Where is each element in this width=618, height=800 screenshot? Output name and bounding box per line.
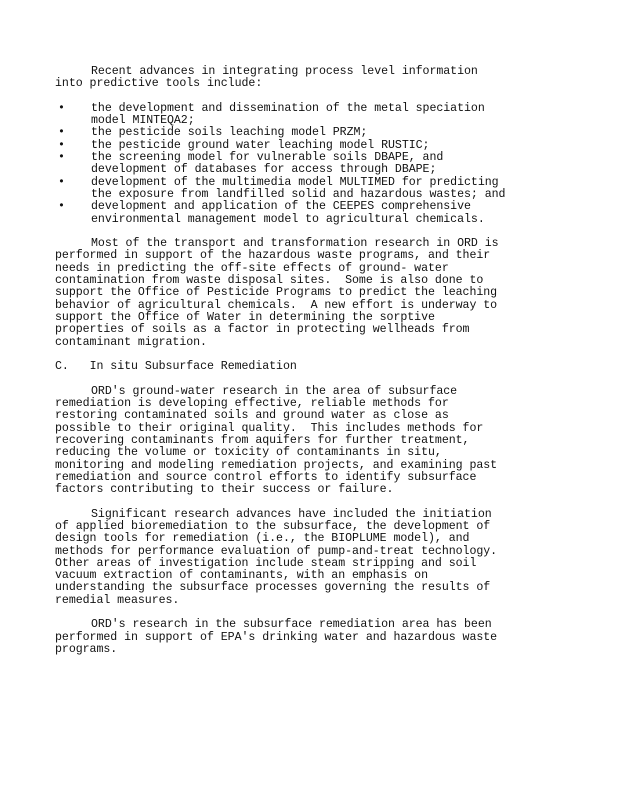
bullet-icon: • [58,126,65,140]
paragraph-transport-research [55,238,555,349]
paragraph-line: properties of soils as a factor in protecting wellheads from [55,323,470,337]
paragraph-line: possible to their original quality. This includes methods for [55,421,484,435]
paragraph-line: reducing the volume or toxicity of contaminants in situ, [55,446,442,460]
paragraph-line: Most of the transport and transformation research in ORD is [91,237,499,251]
paragraph-line: ORD's ground-water research in the area of subsurface [91,384,458,398]
paragraph-line: contamination from waste disposal sites. Some is also done to [55,274,484,288]
paragraph-line: design tools for remediation (i.e., the BIOPLUME model), and [55,532,470,546]
list-item: • the screening model for vulnerable soils DBAPE, and [58,151,444,165]
paragraph-line: recovering contaminants from aquifers for further treatment, [55,433,470,447]
section-title: In situ Subsurface Remediation [89,360,297,374]
document-page [55,66,555,656]
bullet-icon: • [58,175,65,189]
paragraph-line: understanding the subsurface processes governing the results of [55,581,491,595]
section-letter: C. [55,360,69,374]
paragraph-line: contaminant migration. [55,335,207,349]
section-heading [55,361,555,373]
paragraph-groundwater-research [55,386,555,497]
list-item-continuation: model MINTEQA2; [91,114,195,128]
paragraph-line: of applied bioremediation to the subsurface, the development of [55,519,491,533]
list-item-continuation: development of databases for access through DBAPE; [91,163,437,177]
paragraph-line: methods for performance evaluation of pump-and-treat technology. [55,544,498,558]
paragraph-line: factors contributing to their success or failure. [55,483,394,497]
paragraph-remediation-support [55,619,555,656]
paragraph-line: performed in support of the hazardous waste programs, and their [55,249,491,263]
paragraph-line: remedial measures. [55,593,180,607]
list-item-continuation: the exposure from landfilled solid and hazardous wastes; and [91,187,506,201]
bullet-icon: • [58,200,65,214]
paragraph-line: behavior of agricultural chemicals. A new effort is underway to [55,298,498,312]
paragraph-line: monitoring and modeling remediation projects, and examining past [55,458,498,472]
list-item: • the pesticide soils leaching model PRZM; [58,126,368,140]
paragraph-line: ORD's research in the subsurface remediation area has been [91,618,492,632]
list-item: • the development and dissemination of the metal speciation [58,101,485,115]
bullet-icon: • [58,138,65,152]
list-item: • the pesticide ground water leaching model RUSTIC; [58,138,430,152]
paragraph-line: support the Office of Water in determining the sorptive [55,310,435,324]
bullet-icon: • [58,101,65,115]
list-item-continuation: environmental management model to agricultural chemicals. [91,212,485,226]
paragraph-line: support the Office of Pesticide Programs to predict the leaching [55,286,498,300]
list-item: • development of the multimedia model MULTIMED for predicting [58,175,499,189]
paragraph-research-advances [55,509,555,607]
paragraph-line: remediation and source control efforts to identify subsurface [55,470,477,484]
paragraph-line: restoring contaminated soils and ground water as close as [55,409,449,423]
paragraph-line: vacuum extraction of contaminants, with an emphasis on [55,569,428,583]
paragraph-line: programs. [55,642,118,656]
tools-list [55,103,555,226]
intro-line-1: Recent advances in integrating process level information [91,65,478,78]
paragraph-line: Significant research advances have included the initiation [91,507,492,521]
paragraph-line: needs in predicting the off-site effects of ground- water [55,261,449,275]
intro-line-2: into predictive tools include: [55,77,263,91]
paragraph-line: performed in support of EPA's drinking water and hazardous waste [55,630,498,644]
list-item: • development and application of the CEEPES comprehensive [58,200,471,214]
bullet-icon: • [58,151,65,165]
paragraph-line: Other areas of investigation include steam stripping and soil [55,556,477,570]
paragraph-line: remediation is developing effective, reliable methods for [55,397,449,411]
